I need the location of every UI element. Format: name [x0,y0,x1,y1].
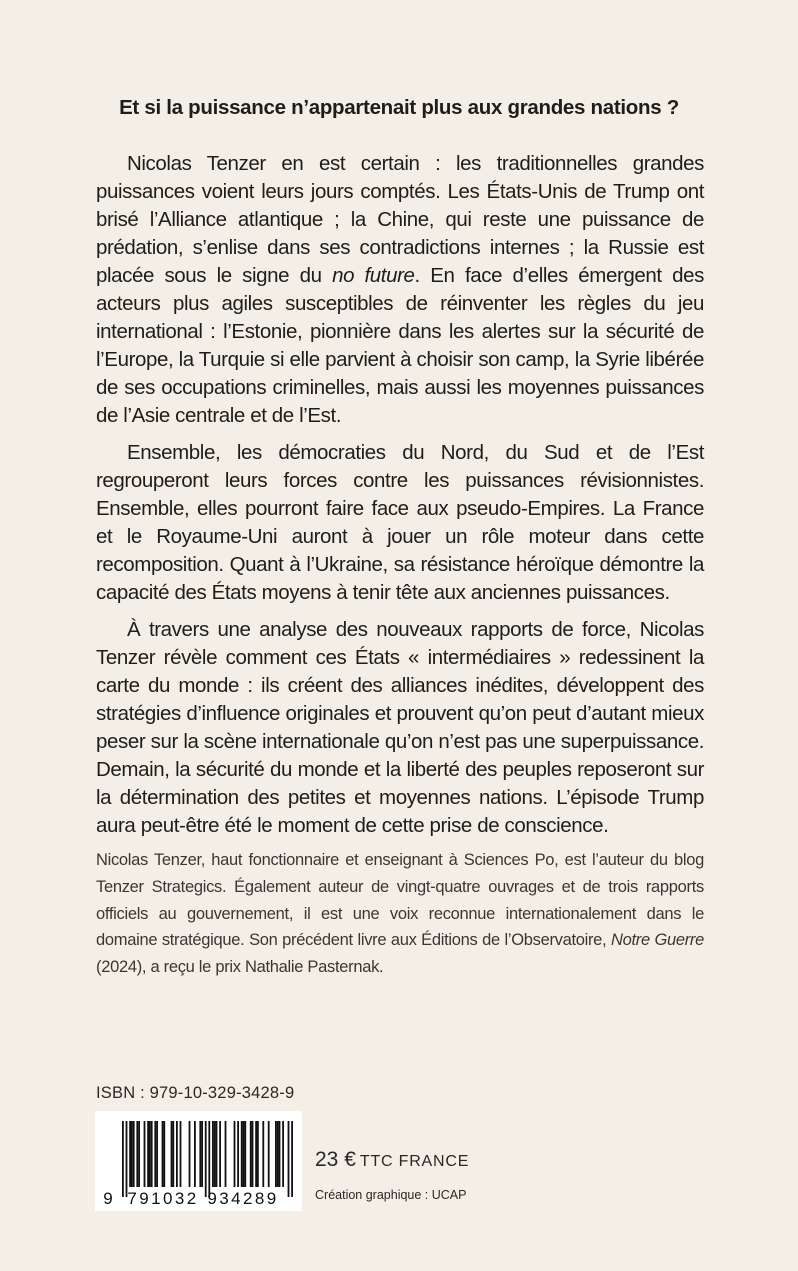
author-bio-start: Nicolas Tenzer, haut fonctionnaire et enseignant à Sciences Po, est l’auteur du blog Tenzer Strategics. Également auteur de vingt-quatre ouvrages et de trois rapports officiels au gouvernement, il est une voix reconnue internationalement dans le domaine stratégique. Son précédent livre aux Éditions de l’Observatoire, [96,851,704,950]
blurb-text [96,150,704,840]
barcode-right-digits: 934289 [207,1189,279,1208]
barcode-bar [214,1121,216,1187]
barcode-first-digit: 9 [103,1189,113,1208]
barcode-bar [288,1121,290,1197]
barcode-bar [208,1121,210,1197]
blurb-paragraph-3: À travers une analyse des nouveaux rapports de force, Nicolas Tenzer révèle comment ces États « intermédiaires » redessinent la carte du monde : ils créent des alliances inédites, développent des stratégies d’influence originales et prouvent qu’on peut d’autant mieux peser sur la scène internationale qu’on n’est pas une superpuissance. Demain, la sécurité du monde et la liberté des peuples reposeront sur la détermination des petites et moyennes nations. L’épisode Trump aura peut-être été le moment de cette prise de conscience. [96,618,704,837]
barcode-bar [189,1121,191,1187]
barcode-bar [129,1121,131,1187]
blurb-paragraph-2: Ensemble, les démocraties du Nord, du Sud et de l’Est regrouperont leurs forces contre les puissances révisionnistes. Ensemble, elles pourront faire face aux pseudo-Empires. La France et le Royaume-Uni auront à jouer un rôle moteur dans cette recomposition. Quant à l’Ukraine, sa résistance héroïque démontre la capacité des États moyens à tenir tête aux anciennes puissances. [96,441,704,604]
barcode-bar [279,1121,281,1187]
barcode-bar [282,1121,284,1187]
price-amount: 23 € [315,1148,356,1171]
barcode-bar [219,1121,221,1187]
ean-barcode [95,1111,302,1211]
barcode-bar [171,1121,173,1187]
barcode-bar [194,1121,196,1187]
barcode-bar [151,1121,153,1187]
barcode-bar [133,1121,135,1187]
price-label [315,1148,469,1172]
barcode-bar [180,1121,182,1187]
barcode-bar [154,1121,156,1187]
barcode-bar [144,1121,146,1187]
back-cover-headline: Et si la puissance n’appartenait plus aux grandes nations ? [119,96,679,119]
barcode-bar [241,1121,243,1187]
barcode-bar [252,1121,254,1187]
barcode-bar [212,1121,214,1187]
barcode-bar [205,1121,207,1197]
author-bio [96,847,704,981]
barcode-bar [149,1121,151,1187]
barcode-bar [201,1121,203,1187]
barcode-bar [257,1121,259,1187]
barcode-bar [147,1121,149,1187]
blurb-italic-phrase: no future [332,264,415,287]
blurb-paragraph-1-end: . En face d’elles émergent des acteurs plus agiles susceptibles de réinventer les règles du jeu international : l’Estonie, pionnière dans les alertes sur la sécurité de l’Europe, la Turquie si elle parvient à choisir son camp, la Syrie libérée de ses occupations criminelles, mais aussi les moyennes puissances de l’Asie centrale et de l’Est. [96,264,704,427]
barcode-bar [277,1121,279,1187]
author-bio-end: (2024), a reçu le prix Nathalie Pasternak. [96,958,384,977]
barcode-bar [131,1121,133,1187]
barcode-bar [255,1121,257,1187]
blurb-paragraph-1-start: Nicolas Tenzer en est certain : les traditionnelles grandes puissances voient leurs jours comptés. Les États-Unis de Trump ont brisé l’Alliance atlantique ; la Chine, qui reste une puissance de prédation, s’enlise dans ses contradictions internes ; la Russie est placée sous le signe du [96,152,704,287]
barcode-bar [156,1121,158,1187]
barcode-bar [243,1121,245,1187]
blurb-paragraph-1 [96,150,704,430]
barcode-bar [275,1121,277,1187]
barcode-bar [244,1121,246,1187]
barcode-bar [291,1121,293,1197]
design-credit: Création graphique : UCAP [315,1188,467,1202]
barcode-bar [216,1121,218,1187]
barcode-bar [162,1121,164,1187]
isbn-label: ISBN : 979-10-329-3428-9 [96,1084,295,1102]
barcode-bar [136,1121,138,1187]
barcode-bar [262,1121,264,1187]
barcode-bar [163,1121,165,1187]
barcode-bar [234,1121,236,1187]
barcode-bar [138,1121,140,1187]
author-bio-book-title: Notre Guerre [610,931,704,950]
barcode-left-digits: 791032 [127,1189,199,1208]
barcode-bar [225,1121,227,1187]
barcode-bar [122,1121,124,1197]
barcode-bar [172,1121,174,1187]
barcode-bar [237,1121,239,1187]
barcode-bar [268,1121,270,1187]
barcode-bar [250,1121,252,1187]
barcode-bar [199,1121,201,1187]
barcode-bar [126,1121,128,1197]
price-suffix: TTC FRANCE [359,1153,470,1170]
barcode-bar [176,1121,178,1187]
barcode-graphic [95,1111,302,1211]
